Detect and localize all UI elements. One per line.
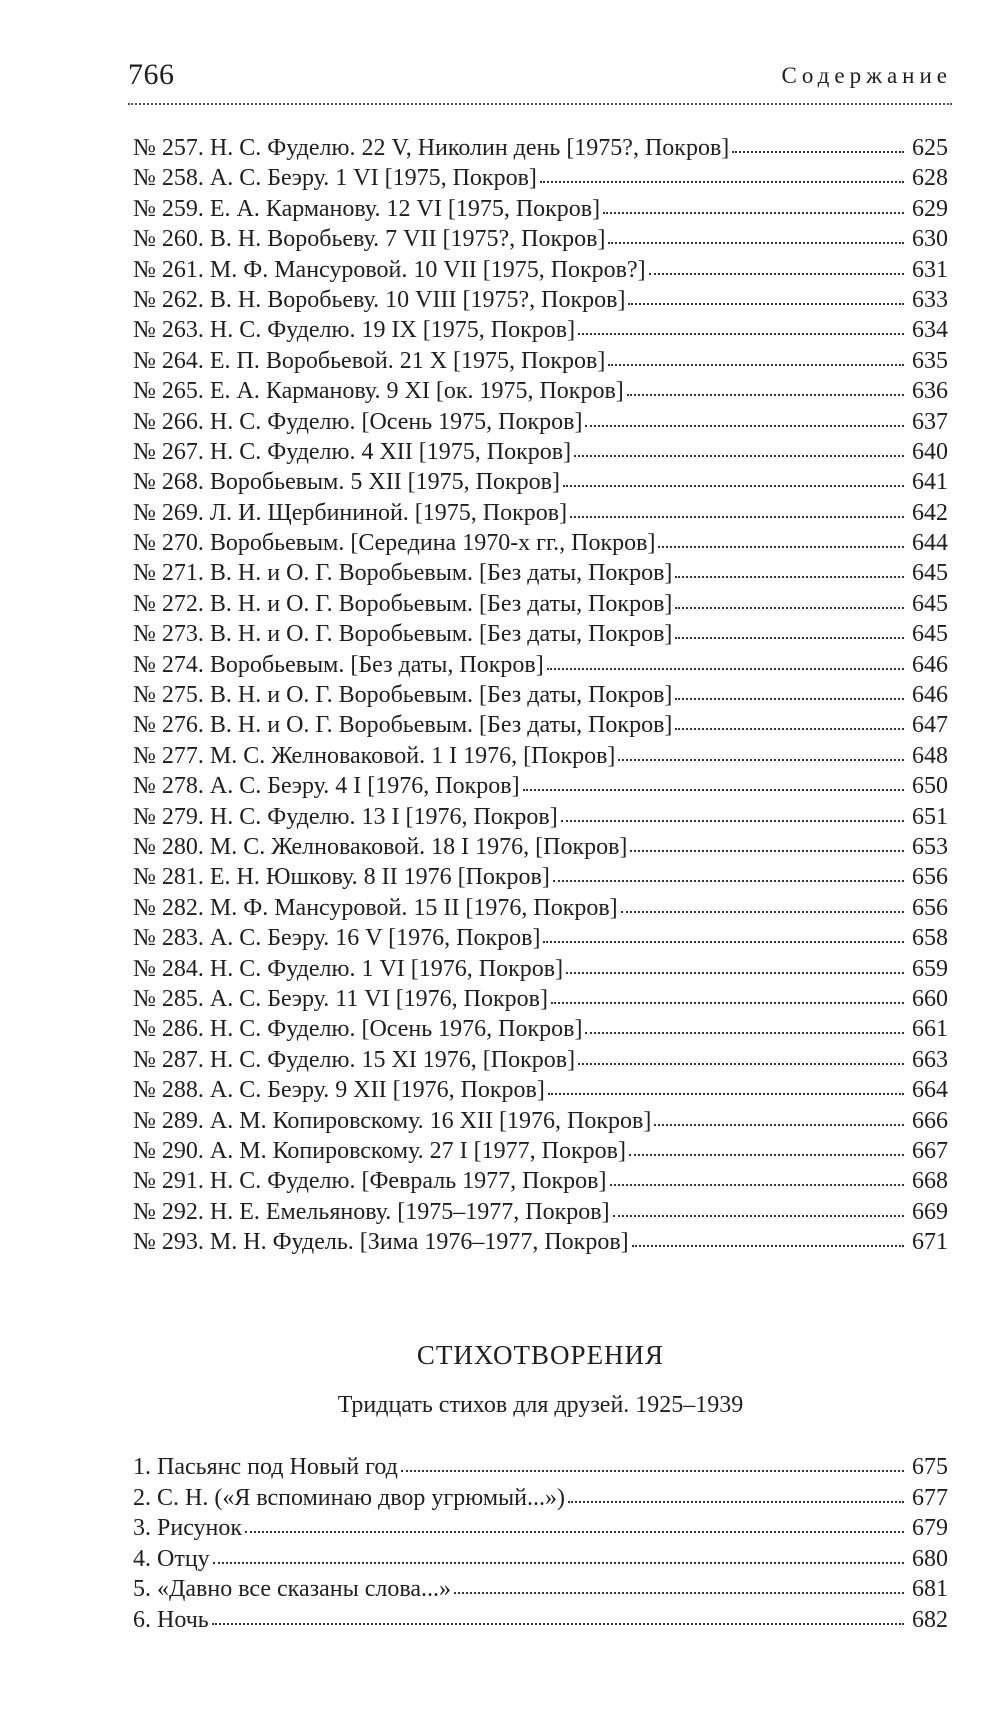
entry-title: 4. Отцу	[133, 1545, 210, 1572]
toc-entry	[133, 954, 948, 984]
entry-page-number: 631	[912, 256, 948, 283]
entry-page-number: 669	[912, 1198, 948, 1225]
entry-page-number: 661	[912, 1016, 948, 1043]
entry-title: № 291. Н. С. Фуделю. [Февраль 1977, Покров]	[133, 1168, 607, 1195]
toc-entry	[133, 407, 948, 437]
entry-page-number: 646	[912, 651, 948, 678]
entry-page-number: 628	[912, 165, 948, 192]
entry-title: № 273. В. Н. и О. Г. Воробьевым. [Без даты, Покров]	[133, 621, 673, 648]
toc-entry	[133, 832, 948, 862]
entry-page-number: 637	[912, 408, 948, 435]
dot-leader	[547, 666, 904, 670]
toc-entry	[133, 1544, 948, 1575]
entry-page-number: 663	[912, 1046, 948, 1073]
dot-leader	[213, 1560, 904, 1564]
toc-entry	[133, 893, 948, 923]
entry-page-number: 671	[912, 1229, 948, 1256]
entry-title: № 275. В. Н. и О. Г. Воробьевым. [Без даты, Покров]	[133, 682, 673, 709]
entry-page-number: 636	[912, 378, 948, 405]
running-head: Содержание	[781, 63, 952, 88]
toc-entry	[133, 1227, 948, 1257]
entry-title: № 260. В. Н. Воробьеву. 7 VII [1975?, Покров]	[133, 226, 606, 253]
entry-page-number: 630	[912, 226, 948, 253]
entry-title: № 288. А. С. Беэру. 9 XII [1976, Покров]	[133, 1077, 545, 1104]
page-header	[128, 60, 952, 100]
toc-entry	[133, 376, 948, 406]
toc-entry	[133, 224, 948, 254]
dot-leader	[675, 605, 904, 609]
dot-leader	[574, 453, 904, 457]
entry-page-number: 666	[912, 1107, 948, 1134]
toc-entry	[133, 346, 948, 376]
entry-title: № 261. М. Ф. Мансуровой. 10 VII [1975, Покров?]	[133, 256, 646, 283]
dot-leader	[543, 939, 904, 943]
dot-leader	[649, 271, 904, 275]
toc-entry	[133, 650, 948, 680]
toc-entry	[133, 1605, 948, 1636]
toc-entry	[133, 467, 948, 497]
toc-entry	[133, 984, 948, 1014]
toc-entry	[133, 163, 948, 193]
entry-page-number: 646	[912, 682, 948, 709]
dot-leader	[578, 1061, 904, 1065]
toc-entry	[133, 1166, 948, 1196]
dot-leader	[454, 1590, 904, 1594]
entry-page-number: 647	[912, 712, 948, 739]
dot-leader	[585, 1030, 904, 1034]
entry-title: № 272. В. Н. и О. Г. Воробьевым. [Без даты, Покров]	[133, 590, 673, 617]
entry-title: № 258. А. С. Беэру. 1 VI [1975, Покров]	[133, 165, 537, 192]
dot-leader	[627, 392, 904, 396]
dot-leader	[551, 1000, 904, 1004]
toc-entry	[133, 285, 948, 315]
entry-title: 1. Пасьянс под Новый год	[133, 1454, 398, 1480]
entry-title: № 262. В. Н. Воробьеву. 10 VIII [1975?, Покров]	[133, 286, 626, 313]
letters-contents-list	[133, 133, 948, 1257]
entry-page-number: 667	[912, 1137, 948, 1164]
entry-title: № 276. В. Н. и О. Г. Воробьевым. [Без даты, Покров]	[133, 712, 673, 739]
entry-title: № 293. М. Н. Фудель. [Зима 1976–1977, Покров]	[133, 1229, 629, 1256]
entry-page-number: 644	[912, 530, 948, 557]
entry-title: № 287. Н. С. Фуделю. 15 XI 1976, [Покров]	[133, 1046, 576, 1073]
entry-page-number: 680	[912, 1545, 948, 1572]
toc-entry	[133, 255, 948, 285]
entry-page-number: 645	[912, 590, 948, 617]
entry-page-number: 658	[912, 925, 948, 952]
dot-leader	[654, 1122, 904, 1126]
dot-leader	[563, 483, 904, 487]
dot-leader	[603, 210, 904, 214]
entry-title: 3. Рисунок	[133, 1515, 243, 1541]
entry-page-number: 656	[912, 864, 948, 891]
dot-leader	[628, 301, 904, 305]
toc-entry	[133, 133, 948, 163]
entry-page-number: 633	[912, 286, 948, 313]
toc-entry	[133, 1574, 948, 1605]
entry-page-number: 659	[912, 955, 948, 982]
entry-page-number: 645	[912, 560, 948, 587]
toc-entry	[133, 589, 948, 619]
header-dotted-rule	[128, 103, 952, 105]
toc-entry	[133, 194, 948, 224]
toc-entry	[133, 1014, 948, 1044]
entry-title: № 267. Н. С. Фуделю. 4 XII [1975, Покров]	[133, 438, 572, 465]
entry-page-number: 625	[912, 135, 948, 161]
page-number: 766	[128, 58, 175, 91]
poems-section-title: СТИХОТВОРЕНИЯ	[416, 1340, 665, 1370]
entry-title: № 268. Воробьевым. 5 XII [1975, Покров]	[133, 469, 560, 496]
entry-page-number: 656	[912, 894, 948, 921]
entry-title: № 281. Е. Н. Юшкову. 8 II 1976 [Покров]	[133, 864, 550, 891]
entry-title: № 286. Н. С. Фуделю. [Осень 1976, Покров]	[133, 1016, 583, 1043]
entry-title: № 284. Н. С. Фуделю. 1 VI [1976, Покров]	[133, 955, 564, 982]
entry-title: № 278. А. С. Беэру. 4 I [1976, Покров]	[133, 773, 520, 800]
entry-title: № 270. Воробьевым. [Середина 1970-х гг., Покров]	[133, 530, 656, 557]
toc-entry	[133, 802, 948, 832]
entry-page-number: 653	[912, 833, 948, 860]
entry-title: 5. «Давно все сказаны слова...»	[133, 1576, 451, 1602]
entry-page-number: 675	[912, 1454, 948, 1480]
entry-page-number: 640	[912, 438, 948, 465]
toc-entry	[133, 1075, 948, 1105]
entry-title: № 257. Н. С. Фуделю. 22 V, Николин день [1975?, Покров]	[133, 135, 730, 161]
toc-entry	[133, 771, 948, 801]
entry-title: № 264. Е. П. Воробьевой. 21 X [1975, Покров]	[133, 347, 606, 374]
entry-page-number: 651	[912, 803, 948, 830]
dot-leader	[618, 757, 904, 761]
dot-leader	[629, 1152, 904, 1156]
dot-leader	[561, 818, 904, 822]
toc-entry	[133, 1452, 948, 1483]
toc-entry	[133, 528, 948, 558]
dot-leader	[621, 909, 904, 913]
dot-leader	[610, 1182, 905, 1186]
entry-title: № 263. Н. С. Фуделю. 19 IX [1975, Покров]	[133, 317, 576, 344]
entry-page-number: 660	[912, 985, 948, 1012]
entry-page-number: 634	[912, 317, 948, 344]
poems-section-subtitle: Тридцать стихов для друзей. 1925–1939	[337, 1392, 744, 1418]
entry-page-number: 679	[912, 1515, 948, 1541]
poems-contents-list	[133, 1452, 948, 1635]
toc-entry	[133, 1106, 948, 1136]
dot-leader	[675, 726, 904, 730]
dot-leader	[613, 1213, 904, 1217]
dot-leader	[540, 179, 904, 183]
toc-entry	[133, 1045, 948, 1075]
dot-leader	[675, 696, 904, 700]
entry-title: № 290. А. М. Копировскому. 27 I [1977, Покров]	[133, 1137, 626, 1164]
entry-title: 2. С. Н. («Я вспоминаю двор угрюмый...»)	[133, 1484, 566, 1511]
dot-leader	[675, 574, 904, 578]
dot-leader	[675, 635, 904, 639]
entry-title: № 266. Н. С. Фуделю. [Осень 1975, Покров]	[133, 408, 583, 435]
entry-page-number: 648	[912, 742, 948, 769]
entry-page-number: 635	[912, 347, 948, 374]
entry-title: № 289. А. М. Копировскому. 16 XII [1976, Покров]	[133, 1107, 652, 1134]
dot-leader	[732, 149, 904, 153]
dot-leader	[578, 331, 904, 335]
toc-entry	[133, 619, 948, 649]
toc-entry	[133, 741, 948, 771]
entry-page-number: 681	[912, 1576, 948, 1602]
toc-entry	[133, 680, 948, 710]
dot-leader	[608, 362, 904, 366]
entry-title: № 274. Воробьевым. [Без даты, Покров]	[133, 651, 544, 678]
dot-leader	[553, 878, 904, 882]
entry-title: № 265. Е. А. Карманову. 9 XI [ок. 1975, Покров]	[133, 378, 624, 405]
dot-leader	[658, 544, 904, 548]
toc-entry	[133, 1136, 948, 1166]
toc-entry	[133, 498, 948, 528]
toc-entry	[133, 710, 948, 740]
entry-page-number: 645	[912, 621, 948, 648]
entry-page-number: 677	[912, 1484, 948, 1511]
toc-entry	[133, 1513, 948, 1544]
toc-entry	[133, 1483, 948, 1514]
dot-leader	[568, 1499, 904, 1503]
entry-title: № 269. Л. И. Щербининой. [1975, Покров]	[133, 499, 568, 526]
dot-leader	[632, 1243, 904, 1247]
dot-leader	[566, 970, 904, 974]
dot-leader	[570, 514, 904, 518]
entry-title: № 279. Н. С. Фуделю. 13 I [1976, Покров]	[133, 803, 558, 830]
entry-title: № 285. А. С. Беэру. 11 VI [1976, Покров]	[133, 985, 548, 1012]
toc-entry	[133, 1197, 948, 1227]
entry-title: № 271. В. Н. и О. Г. Воробьевым. [Без даты, Покров]	[133, 560, 673, 587]
entry-page-number: 682	[912, 1606, 948, 1633]
entry-page-number: 629	[912, 195, 948, 222]
dot-leader	[630, 848, 904, 852]
entry-page-number: 664	[912, 1077, 948, 1104]
entry-title: № 292. Н. Е. Емельянову. [1975–1977, Покров]	[133, 1198, 610, 1225]
entry-page-number: 650	[912, 773, 948, 800]
dot-leader	[523, 787, 904, 791]
entry-title: № 277. М. С. Желноваковой. 1 I 1976, [Покров]	[133, 742, 616, 769]
dot-leader	[608, 240, 904, 244]
dot-leader	[212, 1621, 904, 1625]
toc-entry	[133, 315, 948, 345]
toc-entry	[133, 558, 948, 588]
entry-title: № 283. А. С. Беэру. 16 V [1976, Покров]	[133, 925, 541, 952]
toc-entry	[133, 862, 948, 892]
dot-leader	[548, 1091, 904, 1095]
dot-leader	[245, 1529, 904, 1533]
entry-title: № 282. М. Ф. Мансуровой. 15 II [1976, Покров]	[133, 894, 618, 921]
entry-title: № 280. М. С. Желноваковой. 18 I 1976, [Покров]	[133, 833, 628, 860]
entry-page-number: 641	[912, 469, 948, 496]
toc-entry	[133, 437, 948, 467]
dot-leader	[585, 423, 904, 427]
entry-page-number: 642	[912, 499, 948, 526]
dot-leader	[401, 1468, 904, 1472]
entry-page-number: 668	[912, 1168, 948, 1195]
toc-entry	[133, 923, 948, 953]
entry-title: № 259. Е. А. Карманову. 12 VI [1975, Покров]	[133, 195, 601, 222]
entry-title: 6. Ночь	[133, 1606, 209, 1633]
